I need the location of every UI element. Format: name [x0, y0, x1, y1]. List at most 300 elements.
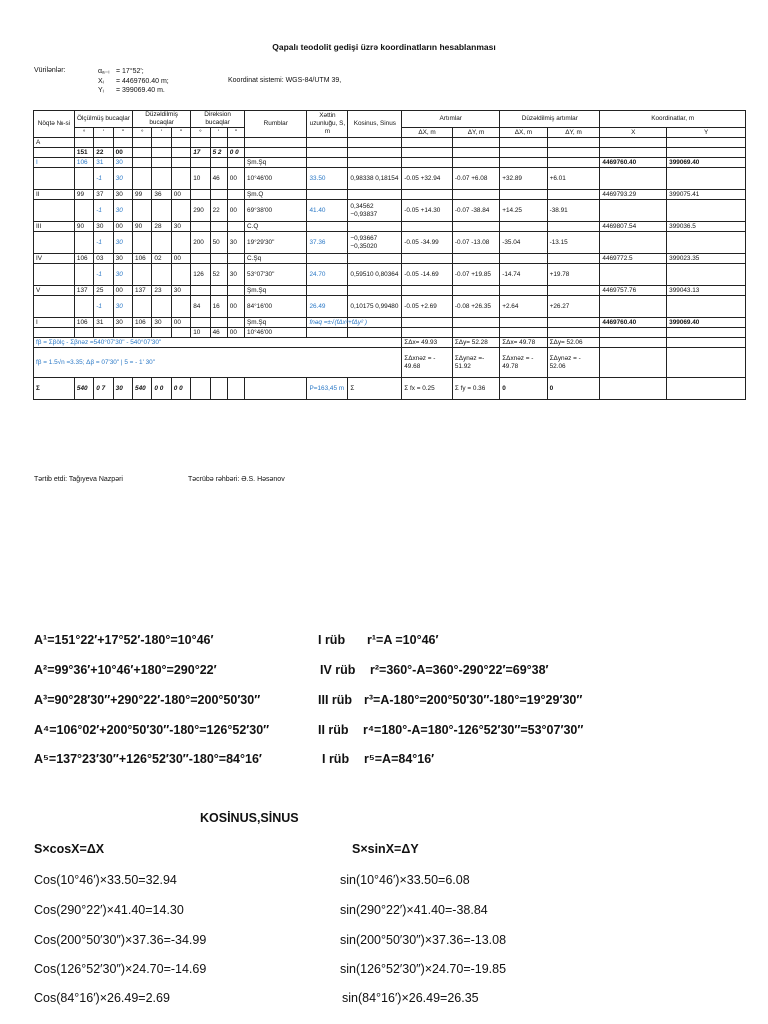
cell-rumb: 53°07'30" [245, 264, 307, 286]
cell-dy: -0.07 -13.08 [452, 232, 499, 254]
cell-corrected-deg [133, 168, 152, 190]
cell-direction-min [210, 158, 227, 168]
cell-corrected-dx: -35.04 [500, 232, 547, 254]
cell-corrected-sec [171, 232, 190, 254]
cos-line-5: Cos(84°16′)×26.49=2.69 [34, 991, 170, 1005]
cell-corrected-deg: 106 [133, 254, 152, 264]
cell-point [34, 168, 75, 190]
table-row [34, 232, 746, 254]
cell-dy [452, 138, 499, 148]
cell-measured-sec: 30 [113, 168, 132, 190]
cell-corrected-min: 23 [152, 286, 171, 296]
cell-dx: -0.05 +14.30 [402, 200, 453, 222]
empty-cell [600, 338, 667, 348]
cell-measured-deg [74, 168, 93, 190]
cell-measured-deg: 106 [74, 158, 93, 168]
header-cos-sin: Kosinus, Sinus [348, 111, 402, 138]
coordinate-table [33, 110, 746, 400]
cell-coord-x: 4469807.54 [600, 222, 667, 232]
cell-rumb: 69°38'00 [245, 200, 307, 222]
cell-corrected-sec [171, 200, 190, 222]
empty-cell [191, 378, 210, 400]
cell-dx [402, 148, 453, 158]
total-corrected-sec: 0 0 [171, 378, 190, 400]
cell-measured-deg [74, 264, 93, 286]
perimeter: P=163,45 m [307, 378, 348, 400]
cell-dx [402, 318, 453, 328]
header-measured-angles: Ölçülmüş bucaqlar [74, 111, 132, 128]
cell-point: I [34, 158, 75, 168]
total-zero-dy: 0 [547, 378, 600, 400]
cell-direction-min [210, 190, 227, 200]
cell-length: 33.50 [307, 168, 348, 190]
cell-rumb: Şm.Şq [245, 318, 307, 328]
coordinate-system: Koordinat sistemi: WGS-84/UTM 39, [228, 77, 342, 84]
header-dy: ΔY, m [452, 128, 499, 138]
cell-direction-min: 46 [210, 328, 227, 338]
cell-corrected-dy [547, 222, 600, 232]
table-row [34, 328, 746, 338]
compiled-by: Tərtib etdi: Tağıyeva Nazpəri [34, 476, 123, 483]
cell-dy: -0.07 +6.08 [452, 168, 499, 190]
cell-direction-deg [191, 190, 210, 200]
given-values [98, 67, 169, 96]
cell-length: 24.70 [307, 264, 348, 286]
cell-direction-deg [191, 158, 210, 168]
cell-measured-sec: 30 [113, 318, 132, 328]
cell-coord-y: 399069.40 [667, 158, 746, 168]
cell-coord-y: 399043.13 [667, 286, 746, 296]
sin-line-3: sin(200°50′30″)×37.36=-13.08 [340, 933, 507, 947]
cell-dx: -0.05 +2.69 [402, 296, 453, 318]
cell-point: V [34, 286, 75, 296]
cell-corrected-dy: -38.91 [547, 200, 600, 222]
cell-measured-sec: 00 [113, 222, 132, 232]
cell-coord-y [667, 168, 746, 190]
cell-point: III [34, 222, 75, 232]
cell-rumb: C.Şq [245, 254, 307, 264]
cell-measured-min [94, 328, 113, 338]
header-coordinates: Koordinatlar, m [600, 111, 746, 128]
empty-cell [210, 378, 227, 400]
header-deg: ° [191, 128, 210, 138]
cell-corrected-dy: -13.15 [547, 232, 600, 254]
empty-cell [600, 378, 667, 400]
cell-dy [452, 318, 499, 328]
cell-dx: -0.05 +32.94 [402, 168, 453, 190]
table-row [34, 254, 746, 264]
cell-corrected-sec [171, 296, 190, 318]
cell-point [34, 296, 75, 318]
cell-corrected-sec [171, 328, 190, 338]
cell-coord-y [667, 148, 746, 158]
cell-coord-y: 399069.40 [667, 318, 746, 328]
cell-cos-sin [348, 158, 402, 168]
sum-corrected-dx: ΣΔx= 49.78 [500, 338, 547, 348]
cell-measured-sec: 30 [113, 296, 132, 318]
cell-corrected-dy [547, 318, 600, 328]
header-direction-angles: Direksion bucaqlar [191, 111, 245, 128]
header-rumb: Rumblar [245, 111, 307, 138]
cell-corrected-dx [500, 254, 547, 264]
cell-direction-min: 22 [210, 200, 227, 222]
cell-corrected-dx [500, 148, 547, 158]
cell-cos-sin [348, 190, 402, 200]
cell-corrected-min [152, 264, 171, 286]
sin-line-4: sin(126°52′30″)×24.70=-19.85 [340, 962, 507, 976]
cell-measured-deg [74, 138, 93, 148]
cell-rumb: 19°29'30" [245, 232, 307, 254]
total-measured-sec: 30 [113, 378, 132, 400]
cell-corrected-min: 28 [152, 222, 171, 232]
cos-line-1: Cos(10°46′)×33.50=32.94 [34, 873, 177, 887]
cell-measured-min: 31 [94, 158, 113, 168]
cell-direction-sec [227, 254, 244, 264]
cell-measured-sec [113, 328, 132, 338]
empty-cell [227, 378, 244, 400]
cell-direction-deg: 200 [191, 232, 210, 254]
cell-corrected-min: 30 [152, 318, 171, 328]
cell-corrected-sec [171, 138, 190, 148]
cell-corrected-deg [133, 200, 152, 222]
given-label: Vürilənlər: [34, 67, 66, 74]
cell-measured-deg: 90 [74, 222, 93, 232]
cell-corrected-min [152, 296, 171, 318]
cell-corrected-dx [500, 158, 547, 168]
empty-cell [245, 378, 307, 400]
cell-direction-deg [191, 254, 210, 264]
cell-cos-sin [348, 148, 402, 158]
quadrant-4: II rüb [318, 723, 349, 737]
given-value: = 17°52'; [116, 68, 144, 75]
cell-corrected-sec: 00 [171, 254, 190, 264]
cell-measured-deg: 106 [74, 318, 93, 328]
cell-rumb: 10°46'00 [245, 168, 307, 190]
cell-length: 41.40 [307, 200, 348, 222]
cell-direction-deg [191, 286, 210, 296]
cell-corrected-dx: +2.64 [500, 296, 547, 318]
cell-cos-sin [348, 138, 402, 148]
cell-corrected-min [152, 328, 171, 338]
given-value: = 4469760.40 m; [116, 77, 169, 85]
cell-coord-x [600, 168, 667, 190]
cell-measured-min: -1 [94, 264, 113, 286]
header-deg: ° [74, 128, 93, 138]
cell-length [307, 328, 348, 338]
cell-coord-y: 399036.5 [667, 222, 746, 232]
given-key: αₐ₋ᵢ [98, 68, 110, 75]
cell-corrected-dx: +32.89 [500, 168, 547, 190]
cell-corrected-deg [133, 138, 152, 148]
supervisor: Təcrübə rəhbəri: Ə.S. Həsənov [188, 476, 285, 483]
cell-direction-deg: 290 [191, 200, 210, 222]
table-row [34, 190, 746, 200]
cell-measured-min: 03 [94, 254, 113, 264]
azimuth-calc-3: A³=90°28′30″+290°22′-180°=200°50′30″ [34, 693, 261, 707]
rumb-calc-1: r¹=A =10°46′ [367, 633, 439, 647]
cell-corrected-sec [171, 168, 190, 190]
cell-corrected-min: 36 [152, 190, 171, 200]
sum-theoretical-corrected-dx: ΣΔxnəz = - 49.78 [500, 348, 547, 378]
cell-corrected-dy [547, 286, 600, 296]
cell-corrected-dy [547, 328, 600, 338]
cell-direction-sec: 00 [227, 200, 244, 222]
header-y: Y [667, 128, 746, 138]
misclosure-fy: Σ fy = 0.36 [452, 378, 499, 400]
table-row [34, 286, 746, 296]
cell-direction-min [210, 318, 227, 328]
cell-measured-deg [74, 328, 93, 338]
cell-cos-sin: 0,98338 0,18154 [348, 168, 402, 190]
cell-corrected-min [152, 158, 171, 168]
cell-coord-x [600, 296, 667, 318]
cell-dy [452, 254, 499, 264]
cell-cos-sin: 0,34562 −0,93837 [348, 200, 402, 222]
cell-dx [402, 254, 453, 264]
cell-corrected-sec [171, 148, 190, 158]
cos-line-2: Cos(290°22′)×41.40=14.30 [34, 903, 184, 917]
cell-corrected-deg [133, 296, 152, 318]
cell-measured-sec [113, 138, 132, 148]
cell-coord-x [600, 148, 667, 158]
cell-corrected-deg [133, 148, 152, 158]
cell-corrected-dy [547, 190, 600, 200]
cell-direction-min: 46 [210, 168, 227, 190]
misclosure-fx: Σ fx = 0.25 [402, 378, 453, 400]
cell-direction-sec [227, 158, 244, 168]
cell-measured-sec: 30 [113, 264, 132, 286]
allowable-misclosure: fβ = 1.5√n =3.35; Δβ = 07'30" | 5 = - 1' 30" [34, 348, 402, 378]
cell-measured-deg: 151 [74, 148, 93, 158]
table-row [34, 158, 746, 168]
cell-direction-deg [191, 138, 210, 148]
formula-cos: S×cosX=ΔX [34, 842, 105, 856]
azimuth-calc-2: A²=99°36′+10°46′+180°=290°22′ [34, 663, 217, 677]
total-measured-deg: 540 [74, 378, 93, 400]
cell-dy [452, 328, 499, 338]
cell-measured-deg: 106 [74, 254, 93, 264]
cell-rumb: Şm.Şq [245, 158, 307, 168]
cell-coord-x [600, 264, 667, 286]
cell-rumb [245, 138, 307, 148]
cell-measured-deg [74, 296, 93, 318]
cell-coord-x [600, 232, 667, 254]
cell-point: A [34, 138, 75, 148]
cell-dx [402, 328, 453, 338]
cell-coord-x: 4469760.40 [600, 158, 667, 168]
cell-corrected-dx: -14.74 [500, 264, 547, 286]
cell-corrected-dy [547, 148, 600, 158]
cell-direction-min: 50 [210, 232, 227, 254]
cell-rumb: 84°16'00 [245, 296, 307, 318]
cell-corrected-dy [547, 254, 600, 264]
cell-length [307, 148, 348, 158]
cell-point [34, 148, 75, 158]
cell-direction-sec: 00 [227, 168, 244, 190]
cos-line-4: Cos(126°52′30″)×24.70=-14.69 [34, 962, 207, 976]
cell-direction-deg: 17 [191, 148, 210, 158]
cell-cos-sin [348, 222, 402, 232]
total-sigma-2: Σ [348, 378, 402, 400]
cell-measured-sec: 30 [113, 200, 132, 222]
sum-theoretical-dy: ΣΔynəz =- 51.92 [452, 348, 499, 378]
total-zero-dx: 0 [500, 378, 547, 400]
cell-cos-sin [348, 254, 402, 264]
sum-corrected-dy: ΣΔy= 52.06 [547, 338, 600, 348]
cell-dx: -0.05 -14.69 [402, 264, 453, 286]
header-corrected-angles: Düzəldilmiş bucaqlar [133, 111, 191, 128]
cell-length: fnəq =±√(fΔx²+fΔy² ) [307, 318, 348, 328]
cell-coord-x [600, 138, 667, 148]
cell-corrected-deg [133, 264, 152, 286]
cell-cos-sin: −0,93667 −0,35020 [348, 232, 402, 254]
sin-line-5: sin(84°16′)×26.49=26.35 [342, 991, 479, 1005]
total-corrected-min: 0 0 [152, 378, 171, 400]
cell-corrected-dy: +6.01 [547, 168, 600, 190]
cell-dy: -0.08 +26.35 [452, 296, 499, 318]
quadrant-2: IV rüb [320, 663, 356, 677]
cell-length [307, 138, 348, 148]
cell-coord-y [667, 328, 746, 338]
cell-corrected-deg [133, 328, 152, 338]
cell-dy: -0.07 +19.85 [452, 264, 499, 286]
cell-coord-y [667, 232, 746, 254]
header-point: Nöqtə №-si [34, 111, 75, 138]
cell-coord-y [667, 296, 746, 318]
cell-measured-min: 37 [94, 190, 113, 200]
cell-direction-sec: 0 0 [227, 148, 244, 158]
cell-corrected-dy [547, 158, 600, 168]
cell-corrected-sec [171, 158, 190, 168]
cell-coord-y [667, 264, 746, 286]
cell-coord-y: 399075.41 [667, 190, 746, 200]
cell-cos-sin [348, 328, 402, 338]
cell-corrected-deg [133, 232, 152, 254]
cell-corrected-min [152, 148, 171, 158]
cell-measured-sec: 30 [113, 254, 132, 264]
cell-corrected-min [152, 200, 171, 222]
cell-coord-x: 4469760.40 [600, 318, 667, 328]
header-dx: ΔX, m [500, 128, 547, 138]
cell-corrected-dy: +19.78 [547, 264, 600, 286]
cell-measured-deg: 137 [74, 286, 93, 296]
cell-coord-x [600, 200, 667, 222]
cell-dx [402, 222, 453, 232]
cell-point [34, 328, 75, 338]
cell-measured-min: 25 [94, 286, 113, 296]
cell-direction-sec [227, 286, 244, 296]
cell-length [307, 222, 348, 232]
cell-corrected-sec [171, 264, 190, 286]
cell-corrected-deg: 90 [133, 222, 152, 232]
cell-corrected-sec: 30 [171, 286, 190, 296]
cell-measured-sec: 00 [113, 286, 132, 296]
rumb-calc-3: r³=A-180°=200°50′30″-180°=19°29′30″ [364, 693, 583, 707]
cell-dy [452, 148, 499, 158]
empty-cell [667, 378, 746, 400]
cell-dy [452, 222, 499, 232]
cell-measured-deg [74, 232, 93, 254]
cell-direction-sec: 30 [227, 232, 244, 254]
cell-coord-y [667, 200, 746, 222]
quadrant-5: I rüb [322, 752, 350, 766]
cell-direction-sec [227, 318, 244, 328]
cell-corrected-sec: 00 [171, 318, 190, 328]
cell-cos-sin: 0,59510 0,80364 [348, 264, 402, 286]
total-measured-min: 0 7 [94, 378, 113, 400]
sum-dx: ΣΔx= 49.93 [402, 338, 453, 348]
cell-dy [452, 190, 499, 200]
cell-length [307, 190, 348, 200]
total-corrected-deg: 540 [133, 378, 152, 400]
cell-corrected-dx [500, 138, 547, 148]
table-row [34, 264, 746, 286]
sum-theoretical-dx: ΣΔxnəz = - 49.68 [402, 348, 453, 378]
cell-measured-min: -1 [94, 232, 113, 254]
cell-corrected-min [152, 138, 171, 148]
cell-corrected-dx [500, 318, 547, 328]
header-min: ' [210, 128, 227, 138]
table-row [34, 200, 746, 222]
cell-length: 26.49 [307, 296, 348, 318]
angular-misclosure: fβ = Σβölç - Σβnəz =540°07'30" - 540°07'30" [34, 338, 402, 348]
cell-dx [402, 138, 453, 148]
cell-dx [402, 286, 453, 296]
cell-measured-min: -1 [94, 200, 113, 222]
cell-rumb: 10°46'00 [245, 328, 307, 338]
cell-corrected-dy [547, 138, 600, 148]
cell-direction-sec [227, 190, 244, 200]
cell-corrected-deg: 137 [133, 286, 152, 296]
table-row [34, 296, 746, 318]
cell-direction-deg [191, 318, 210, 328]
sin-line-1: sin(10°46′)×33.50=6.08 [340, 873, 470, 887]
cell-rumb [245, 148, 307, 158]
cell-corrected-min [152, 232, 171, 254]
cell-dy [452, 286, 499, 296]
cell-measured-min: -1 [94, 168, 113, 190]
cell-rumb: C.Q [245, 222, 307, 232]
cell-measured-min: 22 [94, 148, 113, 158]
cell-corrected-dx: +14.25 [500, 200, 547, 222]
header-corrected-increments: Düzəldilmiş artımlar [500, 111, 600, 128]
cell-coord-x: 4469772.5 [600, 254, 667, 264]
cell-dx [402, 190, 453, 200]
cell-direction-min: 52 [210, 264, 227, 286]
header-dy: ΔY, m [547, 128, 600, 138]
cell-direction-sec [227, 222, 244, 232]
cell-direction-deg: 10 [191, 168, 210, 190]
cell-direction-sec [227, 138, 244, 148]
cell-direction-deg: 126 [191, 264, 210, 286]
cell-direction-min: 5 2 [210, 148, 227, 158]
cell-cos-sin: 0,10175 0,99480 [348, 296, 402, 318]
formula-sin: S×sinX=ΔY [352, 842, 419, 856]
cell-measured-min [94, 138, 113, 148]
header-x: X [600, 128, 667, 138]
cos-line-3: Cos(200°50′30″)×37.36=-34.99 [34, 933, 207, 947]
cell-direction-min [210, 138, 227, 148]
cell-direction-deg: 10 [191, 328, 210, 338]
given-key: Yᵢ [98, 87, 104, 94]
header-sec: " [113, 128, 132, 138]
cell-measured-sec: 30 [113, 190, 132, 200]
azimuth-calc-1: A¹=151°22′+17°52′-180°=10°46′ [34, 633, 214, 647]
cell-point [34, 232, 75, 254]
quadrant-3: III rüb [318, 693, 353, 707]
cell-measured-deg: 99 [74, 190, 93, 200]
cell-measured-min: -1 [94, 296, 113, 318]
